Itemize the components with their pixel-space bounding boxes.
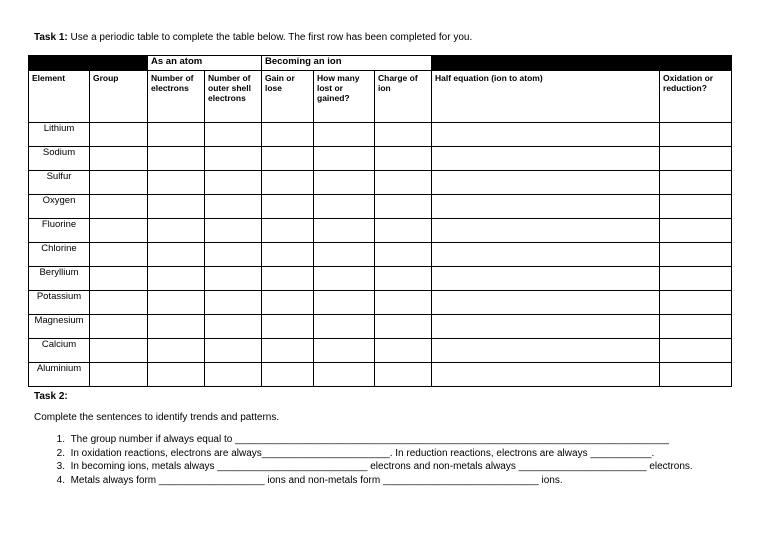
answer-cell[interactable] <box>90 363 148 387</box>
answer-cell[interactable] <box>314 243 375 267</box>
col-header-how-many: How many lost or gained? <box>314 71 375 123</box>
sentence-item <box>34 447 693 461</box>
answer-cell[interactable] <box>90 123 148 147</box>
answer-cell[interactable] <box>90 315 148 339</box>
col-header-outer-shell: Number of outer shell electrons <box>205 71 262 123</box>
answer-cell[interactable] <box>205 339 262 363</box>
answer-cell[interactable] <box>432 315 660 339</box>
table-row <box>29 171 732 195</box>
answer-cell[interactable] <box>660 123 732 147</box>
answer-cell[interactable] <box>262 339 314 363</box>
table-row <box>29 147 732 171</box>
answer-cell[interactable] <box>375 171 432 195</box>
answer-cell[interactable] <box>375 339 432 363</box>
answer-cell[interactable] <box>205 171 262 195</box>
answer-cell[interactable] <box>262 123 314 147</box>
answer-cell[interactable] <box>660 147 732 171</box>
answer-cell[interactable] <box>90 339 148 363</box>
element-rows <box>29 123 732 387</box>
answer-cell[interactable] <box>432 243 660 267</box>
answer-cell[interactable] <box>660 363 732 387</box>
answer-cell[interactable] <box>660 339 732 363</box>
answer-cell[interactable] <box>148 291 205 315</box>
answer-cell[interactable] <box>205 243 262 267</box>
table-row <box>29 195 732 219</box>
answer-cell[interactable] <box>205 147 262 171</box>
answer-cell[interactable] <box>432 147 660 171</box>
sentence-item <box>34 474 693 488</box>
answer-cell[interactable] <box>90 267 148 291</box>
answer-cell[interactable] <box>148 123 205 147</box>
answer-cell[interactable] <box>262 363 314 387</box>
answer-cell[interactable] <box>314 219 375 243</box>
answer-cell[interactable] <box>314 267 375 291</box>
task1-label: Task 1: <box>34 32 68 43</box>
answer-cell[interactable] <box>262 315 314 339</box>
sentence-number: 3. <box>56 461 65 472</box>
col-header-group: Group <box>90 71 148 123</box>
answer-cell[interactable] <box>148 363 205 387</box>
table-row <box>29 123 732 147</box>
answer-cell[interactable] <box>262 147 314 171</box>
answer-cell[interactable] <box>432 195 660 219</box>
answer-cell[interactable] <box>375 363 432 387</box>
group-header-ion: Becoming an ion <box>262 56 432 71</box>
answer-cell[interactable] <box>205 291 262 315</box>
answer-cell[interactable] <box>90 219 148 243</box>
answer-cell[interactable] <box>432 339 660 363</box>
table-row <box>29 243 732 267</box>
answer-cell[interactable] <box>660 219 732 243</box>
answer-cell[interactable] <box>205 315 262 339</box>
answer-cell[interactable] <box>375 243 432 267</box>
answer-cell[interactable] <box>262 195 314 219</box>
answer-cell[interactable] <box>375 147 432 171</box>
answer-cell[interactable] <box>432 219 660 243</box>
element-name-cell: Aluminium <box>29 363 90 387</box>
group-header-atom: As an atom <box>148 56 262 71</box>
sentence-text: In oxidation reactions, electrons are always_______________________. In reduction reactions, electrons are always ___________. <box>70 447 655 459</box>
sentence-item <box>34 433 693 447</box>
answer-cell[interactable] <box>205 123 262 147</box>
answer-cell[interactable] <box>314 123 375 147</box>
answer-cell[interactable] <box>314 147 375 171</box>
answer-cell[interactable] <box>262 219 314 243</box>
answer-cell[interactable] <box>148 219 205 243</box>
answer-cell[interactable] <box>205 267 262 291</box>
col-header-oxidation-reduction: Oxidation or reduction? <box>660 71 732 123</box>
answer-cell[interactable] <box>375 291 432 315</box>
task2-intro: Complete the sentences to identify trends and patterns. <box>34 412 280 423</box>
sentence-list <box>34 433 693 487</box>
sentence-number: 4. <box>56 474 65 486</box>
table-row <box>29 291 732 315</box>
answer-cell[interactable] <box>314 171 375 195</box>
answer-cell[interactable] <box>660 267 732 291</box>
answer-cell[interactable] <box>90 195 148 219</box>
answer-cell[interactable] <box>375 267 432 291</box>
answer-cell[interactable] <box>148 315 205 339</box>
element-name-cell: Fluorine <box>29 219 90 243</box>
answer-cell[interactable] <box>432 123 660 147</box>
element-name-cell: Oxygen <box>29 195 90 219</box>
table-row <box>29 219 732 243</box>
element-name-cell: Potassium <box>29 291 90 315</box>
sentence-text: Metals always form ___________________ ions and non-metals form ____________________________ ions. <box>70 474 563 486</box>
answer-cell[interactable] <box>148 243 205 267</box>
element-name-cell: Sulfur <box>29 171 90 195</box>
answer-cell[interactable] <box>148 171 205 195</box>
element-name-cell: Sodium <box>29 147 90 171</box>
table-row <box>29 267 732 291</box>
col-header-gain-lose: Gain or lose <box>262 71 314 123</box>
answer-cell[interactable] <box>90 243 148 267</box>
answer-cell[interactable] <box>432 363 660 387</box>
answer-cell[interactable] <box>314 195 375 219</box>
task1-text: Use a periodic table to complete the table below. The first row has been completed for you. <box>70 32 473 43</box>
element-name-cell: Beryllium <box>29 267 90 291</box>
element-name-cell: Magnesium <box>29 315 90 339</box>
answer-cell[interactable] <box>148 147 205 171</box>
element-name-cell: Lithium <box>29 123 90 147</box>
element-name-cell: Calcium <box>29 339 90 363</box>
answer-cell[interactable] <box>375 123 432 147</box>
answer-cell[interactable] <box>90 171 148 195</box>
answer-cell[interactable] <box>205 219 262 243</box>
col-header-electrons: Number of electrons <box>148 71 205 123</box>
task1-instruction <box>34 32 472 43</box>
answer-cell[interactable] <box>148 195 205 219</box>
element-ion-table <box>28 55 732 387</box>
answer-cell[interactable] <box>148 339 205 363</box>
answer-cell[interactable] <box>262 243 314 267</box>
answer-cell[interactable] <box>148 267 205 291</box>
table-row <box>29 363 732 387</box>
answer-cell[interactable] <box>660 171 732 195</box>
sentence-number: 2. <box>56 447 65 459</box>
answer-cell[interactable] <box>432 291 660 315</box>
sentence-text: In becoming ions, metals always ___________________________ electrons and non-metals always _______________________ electrons. <box>70 461 693 472</box>
answer-cell[interactable] <box>314 315 375 339</box>
answer-cell[interactable] <box>432 267 660 291</box>
col-header-half-equation: Half equation (ion to atom) <box>432 71 660 123</box>
answer-cell[interactable] <box>262 291 314 315</box>
answer-cell[interactable] <box>375 219 432 243</box>
answer-cell[interactable] <box>375 195 432 219</box>
col-header-element: Element <box>29 71 90 123</box>
answer-cell[interactable] <box>660 315 732 339</box>
col-header-charge: Charge of ion <box>375 71 432 123</box>
table-row <box>29 315 732 339</box>
sentence-item <box>34 460 693 474</box>
answer-cell[interactable] <box>205 363 262 387</box>
sentence-text: The group number if always equal to ______________________________________________________________________________ <box>70 434 669 445</box>
table-row <box>29 339 732 363</box>
group-header-blank <box>29 56 148 71</box>
task2-title: Task 2: <box>34 391 68 402</box>
answer-cell[interactable] <box>375 315 432 339</box>
sentence-number: 1. <box>56 434 65 445</box>
answer-cell[interactable] <box>660 243 732 267</box>
answer-cell[interactable] <box>314 363 375 387</box>
group-header-blank-right <box>432 56 732 71</box>
answer-cell[interactable] <box>432 171 660 195</box>
answer-cell[interactable] <box>660 291 732 315</box>
answer-cell[interactable] <box>314 339 375 363</box>
answer-cell[interactable] <box>205 195 262 219</box>
answer-cell[interactable] <box>660 195 732 219</box>
answer-cell[interactable] <box>262 267 314 291</box>
answer-cell[interactable] <box>262 171 314 195</box>
table-group-header-row <box>29 56 732 71</box>
answer-cell[interactable] <box>90 291 148 315</box>
answer-cell[interactable] <box>90 147 148 171</box>
element-name-cell: Chlorine <box>29 243 90 267</box>
answer-cell[interactable] <box>314 291 375 315</box>
table-column-header-row <box>29 71 732 123</box>
